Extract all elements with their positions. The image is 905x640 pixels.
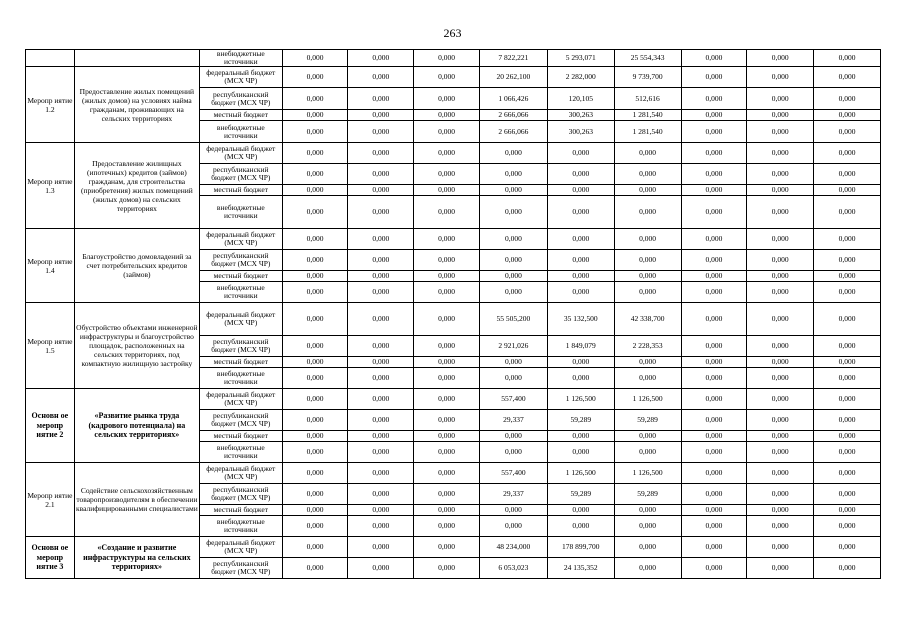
amount-cell: 0,000 [414,50,480,67]
amount-cell: 0,000 [282,431,348,442]
amount-cell: 0,000 [681,357,747,368]
amount-cell: 0,000 [614,250,681,271]
amount-cell: 0,000 [348,196,414,229]
amount-cell: 0,000 [348,282,414,303]
amount-cell: 0,000 [681,185,747,196]
amount-cell: 0,000 [814,303,881,336]
amount-cell: 0,000 [681,558,747,579]
amount-cell: 0,000 [614,185,681,196]
funding-source: местный бюджет [199,110,282,121]
amount-cell: 0,000 [747,368,814,389]
amount-cell: 48 234,000 [479,537,547,558]
amount-cell: 0,000 [614,357,681,368]
amount-cell: 1 126,500 [614,463,681,484]
amount-cell: 0,000 [414,250,480,271]
activity-name: Благоустройство домовладений за счет потребительских кредитов (займов) [74,229,199,303]
amount-cell: 0,000 [681,250,747,271]
funding-source: внебюджетные источники [199,368,282,389]
table-row [26,303,881,336]
amount-cell: 178 899,700 [547,537,614,558]
amount-cell: 0,000 [414,410,480,431]
amount-cell: 0,000 [747,50,814,67]
amount-cell: 0,000 [479,271,547,282]
amount-cell: 0,000 [614,271,681,282]
amount-cell: 0,000 [348,431,414,442]
funding-source: внебюджетные источники [199,516,282,537]
amount-cell: 0,000 [814,368,881,389]
amount-cell: 0,000 [479,368,547,389]
amount-cell: 0,000 [747,88,814,110]
amount-cell: 0,000 [747,357,814,368]
amount-cell: 557,400 [479,463,547,484]
amount-cell: 0,000 [681,88,747,110]
amount-cell: 0,000 [479,282,547,303]
amount-cell: 0,000 [282,505,348,516]
amount-cell: 0,000 [414,368,480,389]
amount-cell: 0,000 [479,164,547,185]
amount-cell: 0,000 [348,271,414,282]
funding-source: федеральный бюджет (МСХ ЧР) [199,389,282,410]
amount-cell: 0,000 [547,229,614,250]
amount-cell: 0,000 [681,196,747,229]
amount-cell: 0,000 [814,110,881,121]
amount-cell: 0,000 [814,463,881,484]
amount-cell: 0,000 [547,196,614,229]
amount-cell: 0,000 [681,164,747,185]
amount-cell: 0,000 [614,558,681,579]
amount-cell: 0,000 [747,484,814,505]
amount-cell: 0,000 [414,389,480,410]
amount-cell: 0,000 [681,505,747,516]
amount-cell: 0,000 [348,88,414,110]
amount-cell: 0,000 [282,303,348,336]
amount-cell: 0,000 [814,442,881,463]
amount-cell: 0,000 [747,431,814,442]
amount-cell: 512,616 [614,88,681,110]
amount-cell: 0,000 [547,250,614,271]
amount-cell: 0,000 [814,282,881,303]
amount-cell: 0,000 [547,282,614,303]
amount-cell: 0,000 [614,229,681,250]
table-row [26,143,881,164]
amount-cell: 1 066,426 [479,88,547,110]
amount-cell: 0,000 [348,250,414,271]
amount-cell: 0,000 [479,250,547,271]
amount-cell: 0,000 [681,442,747,463]
funding-source: внебюджетные источники [199,282,282,303]
funding-source: республиканский бюджет (МСХ ЧР) [199,336,282,357]
funding-source: внебюджетные источники [199,196,282,229]
amount-cell: 0,000 [747,537,814,558]
amount-cell: 59,289 [614,484,681,505]
amount-cell: 0,000 [282,250,348,271]
amount-cell: 0,000 [282,463,348,484]
amount-cell: 0,000 [814,271,881,282]
amount-cell: 0,000 [747,67,814,88]
amount-cell: 0,000 [547,368,614,389]
amount-cell: 0,000 [414,431,480,442]
amount-cell: 0,000 [681,143,747,164]
funding-source: федеральный бюджет (МСХ ЧР) [199,143,282,164]
amount-cell: 0,000 [814,250,881,271]
amount-cell: 0,000 [814,484,881,505]
activity-name: Содействие сельскохозяйственным товаропроизводителям в обеспечении квалифицированными специалистами [74,463,199,537]
amount-cell: 0,000 [348,50,414,67]
amount-cell: 0,000 [614,368,681,389]
activity-code: Меропр иятие 1.2 [26,67,75,143]
funding-source: республиканский бюджет (МСХ ЧР) [199,484,282,505]
amount-cell: 0,000 [681,303,747,336]
amount-cell: 25 554,343 [614,50,681,67]
amount-cell: 0,000 [747,121,814,143]
amount-cell: 0,000 [814,410,881,431]
amount-cell: 0,000 [614,442,681,463]
funding-source: республиканский бюджет (МСХ ЧР) [199,558,282,579]
amount-cell: 0,000 [282,484,348,505]
funding-source: местный бюджет [199,271,282,282]
amount-cell: 0,000 [414,558,480,579]
activity-name: «Развитие рынка труда (кадрового потенциала) на сельских территориях» [74,389,199,463]
amount-cell: 0,000 [681,67,747,88]
table-row [26,537,881,558]
amount-cell: 0,000 [479,357,547,368]
amount-cell: 0,000 [414,336,480,357]
amount-cell: 0,000 [547,357,614,368]
amount-cell: 29,337 [479,410,547,431]
budget-table-container [25,49,881,579]
amount-cell: 0,000 [282,110,348,121]
amount-cell: 0,000 [282,271,348,282]
amount-cell: 0,000 [414,88,480,110]
amount-cell: 0,000 [614,431,681,442]
funding-source: федеральный бюджет (МСХ ЧР) [199,537,282,558]
amount-cell: 0,000 [614,282,681,303]
amount-cell: 1 281,540 [614,121,681,143]
amount-cell: 0,000 [414,196,480,229]
amount-cell: 0,000 [348,505,414,516]
amount-cell: 0,000 [479,143,547,164]
amount-cell: 300,263 [547,121,614,143]
table-row [26,389,881,410]
amount-cell: 1 849,079 [547,336,614,357]
activity-code: Основн ое меропр иятие 2 [26,389,75,463]
amount-cell: 24 135,352 [547,558,614,579]
amount-cell: 0,000 [814,185,881,196]
amount-cell: 1 126,500 [547,463,614,484]
amount-cell: 0,000 [614,196,681,229]
budget-table [25,49,881,579]
funding-source: федеральный бюджет (МСХ ЧР) [199,229,282,250]
amount-cell: 0,000 [547,505,614,516]
amount-cell: 0,000 [348,368,414,389]
amount-cell: 0,000 [747,143,814,164]
amount-cell: 120,105 [547,88,614,110]
amount-cell: 0,000 [348,164,414,185]
amount-cell: 0,000 [814,121,881,143]
funding-source: федеральный бюджет (МСХ ЧР) [199,463,282,484]
amount-cell: 0,000 [614,537,681,558]
amount-cell: 0,000 [681,110,747,121]
amount-cell: 0,000 [547,164,614,185]
amount-cell: 0,000 [348,516,414,537]
amount-cell: 0,000 [747,185,814,196]
table-row [26,50,881,67]
amount-cell: 0,000 [282,442,348,463]
amount-cell: 0,000 [814,229,881,250]
amount-cell: 0,000 [814,67,881,88]
amount-cell: 0,000 [348,67,414,88]
amount-cell: 2 666,066 [479,121,547,143]
amount-cell: 59,289 [547,484,614,505]
amount-cell: 0,000 [414,442,480,463]
amount-cell: 0,000 [282,143,348,164]
activity-name: Предоставление жилых помещений (жилых домов) на условиях найма гражданам, проживающих на сельских территориях [74,67,199,143]
amount-cell: 0,000 [814,537,881,558]
amount-cell: 0,000 [814,558,881,579]
amount-cell: 0,000 [614,505,681,516]
activity-name: «Создание и развитие инфраструктуры на сельских территориях» [74,537,199,579]
amount-cell: 0,000 [814,143,881,164]
amount-cell: 0,000 [747,271,814,282]
amount-cell: 0,000 [282,282,348,303]
amount-cell: 0,000 [681,229,747,250]
amount-cell: 0,000 [747,389,814,410]
amount-cell: 0,000 [547,431,614,442]
amount-cell: 0,000 [681,368,747,389]
amount-cell: 0,000 [681,537,747,558]
amount-cell: 0,000 [282,537,348,558]
amount-cell: 0,000 [614,143,681,164]
amount-cell: 2 282,000 [547,67,614,88]
amount-cell: 29,337 [479,484,547,505]
funding-source: республиканский бюджет (МСХ ЧР) [199,164,282,185]
amount-cell: 0,000 [414,357,480,368]
page-number: 263 [443,26,462,40]
amount-cell: 1 126,500 [547,389,614,410]
amount-cell: 0,000 [348,537,414,558]
table-body [26,50,881,579]
amount-cell: 0,000 [747,196,814,229]
amount-cell: 0,000 [282,516,348,537]
amount-cell: 0,000 [814,505,881,516]
table-row [26,229,881,250]
amount-cell: 0,000 [414,229,480,250]
amount-cell: 0,000 [282,88,348,110]
amount-cell: 1 126,500 [614,389,681,410]
funding-source: федеральный бюджет (МСХ ЧР) [199,303,282,336]
amount-cell: 0,000 [814,389,881,410]
amount-cell: 42 338,700 [614,303,681,336]
amount-cell: 0,000 [414,463,480,484]
amount-cell: 0,000 [681,121,747,143]
activity-code: Меропр иятие 1.3 [26,143,75,229]
amount-cell: 6 053,023 [479,558,547,579]
amount-cell: 0,000 [414,143,480,164]
amount-cell: 55 505,200 [479,303,547,336]
amount-cell: 0,000 [479,229,547,250]
amount-cell: 0,000 [348,484,414,505]
funding-source: внебюджетные источники [199,442,282,463]
amount-cell: 0,000 [747,250,814,271]
amount-cell: 9 739,700 [614,67,681,88]
amount-cell: 0,000 [479,185,547,196]
amount-cell: 2 666,066 [479,110,547,121]
amount-cell: 0,000 [747,229,814,250]
amount-cell: 0,000 [747,463,814,484]
amount-cell: 0,000 [747,303,814,336]
amount-cell: 0,000 [348,389,414,410]
amount-cell: 0,000 [348,463,414,484]
amount-cell: 0,000 [681,271,747,282]
amount-cell: 0,000 [414,505,480,516]
amount-cell: 0,000 [282,185,348,196]
amount-cell: 0,000 [479,442,547,463]
amount-cell: 0,000 [414,67,480,88]
amount-cell: 2 921,026 [479,336,547,357]
amount-cell: 0,000 [747,410,814,431]
amount-cell: 0,000 [348,558,414,579]
amount-cell: 0,000 [282,389,348,410]
amount-cell: 59,289 [547,410,614,431]
amount-cell: 0,000 [348,185,414,196]
activity-name: Обустройство объектами инженерной инфраструктуры и благоустройство площадок, расположенных на сельских территориях, под компактную жилищную застройку [74,303,199,389]
amount-cell: 0,000 [348,110,414,121]
amount-cell: 0,000 [747,164,814,185]
amount-cell: 0,000 [348,442,414,463]
amount-cell: 0,000 [282,50,348,67]
amount-cell: 0,000 [348,143,414,164]
amount-cell: 0,000 [747,336,814,357]
activity-code: Основн ое меропр иятие 3 [26,537,75,579]
amount-cell: 0,000 [547,143,614,164]
amount-cell: 0,000 [747,442,814,463]
amount-cell: 0,000 [479,431,547,442]
funding-source: республиканский бюджет (МСХ ЧР) [199,88,282,110]
amount-cell: 0,000 [814,357,881,368]
funding-source: внебюджетные источники [199,121,282,143]
amount-cell: 0,000 [681,516,747,537]
amount-cell: 0,000 [547,271,614,282]
table-row [26,67,881,88]
amount-cell: 0,000 [282,121,348,143]
funding-source: федеральный бюджет (МСХ ЧР) [199,67,282,88]
amount-cell: 0,000 [681,410,747,431]
amount-cell: 0,000 [681,336,747,357]
amount-cell: 0,000 [414,484,480,505]
amount-cell: 0,000 [814,50,881,67]
amount-cell: 35 132,500 [547,303,614,336]
amount-cell: 2 228,353 [614,336,681,357]
amount-cell: 0,000 [282,67,348,88]
amount-cell: 0,000 [814,164,881,185]
amount-cell: 0,000 [282,164,348,185]
amount-cell: 0,000 [348,410,414,431]
amount-cell: 59,289 [614,410,681,431]
table-row [26,463,881,484]
funding-source: республиканский бюджет (МСХ ЧР) [199,410,282,431]
activity-code: Меропр иятие 2.1 [26,463,75,537]
activity-name [74,50,199,67]
amount-cell: 0,000 [814,336,881,357]
amount-cell: 0,000 [414,271,480,282]
amount-cell: 0,000 [282,368,348,389]
amount-cell: 0,000 [479,196,547,229]
amount-cell: 0,000 [747,282,814,303]
funding-source: внебюджетные источники [199,50,282,67]
amount-cell: 0,000 [681,431,747,442]
amount-cell: 0,000 [614,164,681,185]
amount-cell: 0,000 [414,282,480,303]
amount-cell: 0,000 [547,516,614,537]
funding-source: местный бюджет [199,357,282,368]
amount-cell: 0,000 [681,463,747,484]
amount-cell: 7 822,221 [479,50,547,67]
amount-cell: 0,000 [282,229,348,250]
amount-cell: 0,000 [348,357,414,368]
amount-cell: 0,000 [282,357,348,368]
amount-cell: 0,000 [414,303,480,336]
funding-source: республиканский бюджет (МСХ ЧР) [199,250,282,271]
amount-cell: 0,000 [282,336,348,357]
amount-cell: 0,000 [479,516,547,537]
amount-cell: 0,000 [348,229,414,250]
amount-cell: 0,000 [414,516,480,537]
amount-cell: 0,000 [614,516,681,537]
funding-source: местный бюджет [199,185,282,196]
funding-source: местный бюджет [199,431,282,442]
amount-cell: 0,000 [814,431,881,442]
amount-cell: 0,000 [747,516,814,537]
amount-cell: 0,000 [414,110,480,121]
amount-cell: 0,000 [479,505,547,516]
funding-source: местный бюджет [199,505,282,516]
amount-cell: 5 293,071 [547,50,614,67]
amount-cell: 0,000 [814,516,881,537]
amount-cell: 0,000 [681,389,747,410]
amount-cell: 0,000 [414,185,480,196]
amount-cell: 0,000 [348,336,414,357]
amount-cell: 0,000 [348,303,414,336]
activity-code: Меропр иятие 1.5 [26,303,75,389]
amount-cell: 0,000 [747,505,814,516]
amount-cell: 0,000 [747,558,814,579]
amount-cell: 0,000 [282,410,348,431]
activity-code [26,50,75,67]
activity-code: Меропр иятие 1.4 [26,229,75,303]
amount-cell: 0,000 [282,196,348,229]
amount-cell: 0,000 [681,50,747,67]
amount-cell: 300,263 [547,110,614,121]
amount-cell: 1 281,540 [614,110,681,121]
amount-cell: 0,000 [414,537,480,558]
amount-cell: 0,000 [414,121,480,143]
amount-cell: 0,000 [814,196,881,229]
amount-cell: 20 262,100 [479,67,547,88]
amount-cell: 0,000 [547,442,614,463]
amount-cell: 0,000 [747,110,814,121]
amount-cell: 557,400 [479,389,547,410]
amount-cell: 0,000 [681,282,747,303]
amount-cell: 0,000 [814,88,881,110]
amount-cell: 0,000 [547,185,614,196]
amount-cell: 0,000 [348,121,414,143]
activity-name: Предоставление жилищных (ипотечных) кредитов (займов) гражданам, для строительства (приобретения) жилых помещений (жилых домов) на сельских территориях [74,143,199,229]
amount-cell: 0,000 [282,558,348,579]
amount-cell: 0,000 [681,484,747,505]
amount-cell: 0,000 [414,164,480,185]
